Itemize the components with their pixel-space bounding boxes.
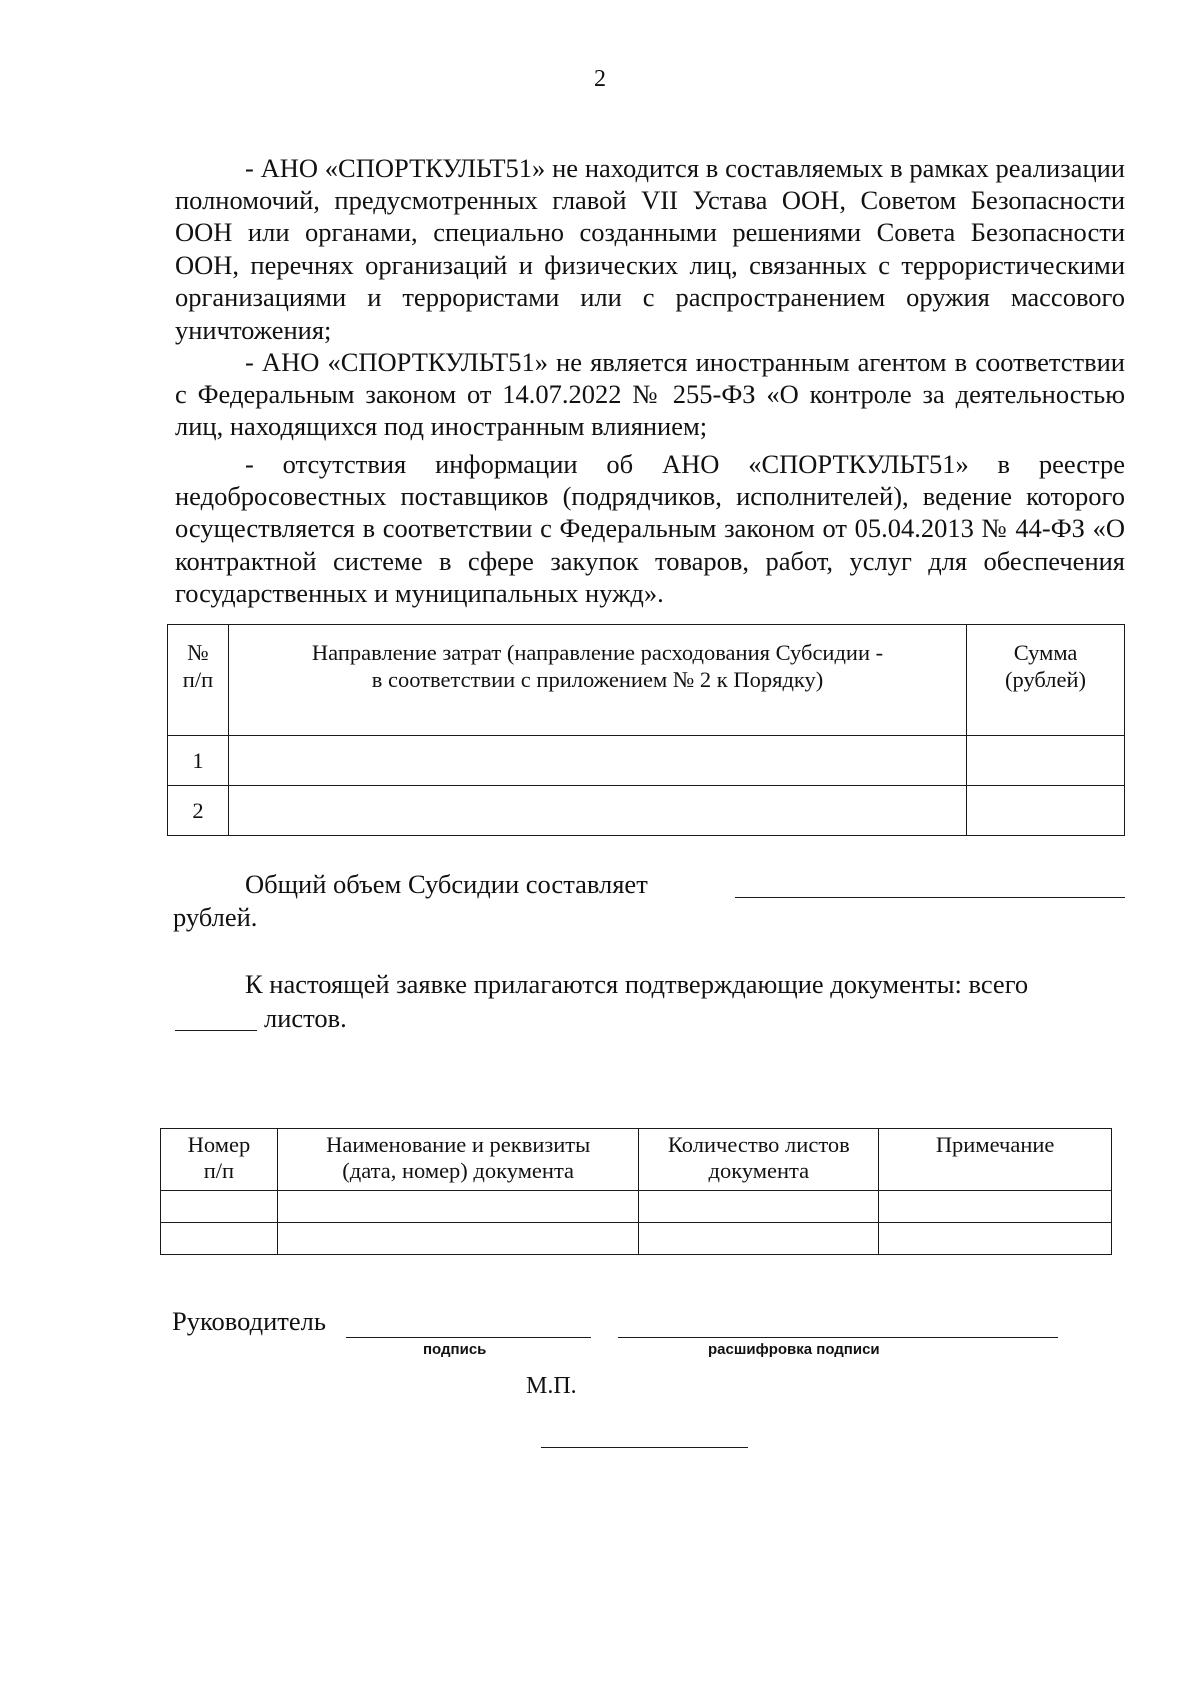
docs-row-name[interactable]: [277, 1223, 639, 1255]
total-subsidy-text: Общий объем Субсидии составляет: [245, 869, 648, 899]
cost-table-header: [168, 625, 1125, 736]
docs-row-sheets[interactable]: [639, 1191, 879, 1223]
docs-header-sheets: Количество листов документа: [639, 1129, 879, 1191]
table-row: [168, 736, 1125, 786]
docs-row-number[interactable]: [161, 1191, 278, 1223]
attachments-count-field[interactable]: [175, 1030, 257, 1031]
table-row: [161, 1191, 1112, 1223]
documents-table: [160, 1128, 1112, 1255]
total-subsidy-unit: рублей.: [173, 902, 258, 932]
paragraph-foreign-agent: - АНО «СПОРТКУЛЬТ51» не является иностранным агентом в соответствии с Федеральным законом от 14.07.2022 № 255-ФЗ «О контроле за деятельностью лиц, находящихся под иностранным влиянием;: [175, 346, 1125, 442]
cost-row-number: 1: [168, 736, 229, 786]
signature-field[interactable]: [346, 1337, 591, 1338]
paragraph-supplier-registry: - отсутствия информации об АНО «СПОРТКУЛЬТ51» в реестре недобросовестных поставщиков (подрядчиков, исполнителей), ведение которого осуществляется в соответствии с Федеральным законом от 05.04.2013 № 44-ФЗ «О контрактной системе в сфере закупок товаров, работ, услуг для обеспечения государственных и муниципальных нужд».: [175, 448, 1125, 609]
cost-row-number: 2: [168, 786, 229, 836]
docs-row-note[interactable]: [879, 1223, 1112, 1255]
docs-header-name: Наименование и реквизиты (дата, номер) документа: [277, 1129, 639, 1191]
cost-header-number: № п/п: [168, 625, 229, 736]
signatory-label: Руководитель: [172, 1306, 326, 1336]
stamp-placeholder: М.П.: [526, 1373, 577, 1399]
cost-row-sum[interactable]: [967, 736, 1125, 786]
docs-row-number[interactable]: [161, 1223, 278, 1255]
documents-table-header: [161, 1129, 1112, 1191]
cost-header-direction: Направление затрат (направление расходования Субсидии - в соответствии с приложением № 2 к Порядку): [228, 625, 966, 736]
docs-row-sheets[interactable]: [639, 1223, 879, 1255]
page-number: 2: [594, 66, 606, 92]
cost-table: [167, 624, 1125, 836]
docs-row-note[interactable]: [879, 1191, 1112, 1223]
cost-row-direction[interactable]: [228, 736, 966, 786]
total-subsidy-field[interactable]: [735, 897, 1125, 898]
table-row: [168, 786, 1125, 836]
signature-caption: подпись: [423, 1341, 487, 1358]
cost-row-sum[interactable]: [967, 786, 1125, 836]
signature-decoding-caption: расшифровка подписи: [708, 1341, 880, 1358]
signature-decoding-field[interactable]: [618, 1337, 1058, 1338]
attachments-unit: листов.: [264, 1003, 347, 1033]
closing-divider: [541, 1447, 748, 1448]
cost-header-sum: Сумма (рублей): [967, 625, 1125, 736]
cost-row-direction[interactable]: [228, 786, 966, 836]
paragraph-un-sanctions: - АНО «СПОРТКУЛЬТ51» не находится в составляемых в рамках реализации полномочий, предусмотренных главой VII Устава ООН, Советом Безопасности ООН или органами, специально созданными решениями Совета Безопасности ООН, перечнях организаций и физических лиц, связанных с террористическими организациями и террористами или с распространением оружия массового уничтожения;: [175, 152, 1125, 345]
attachments-text: К настоящей заявке прилагаются подтверждающие документы: всего: [245, 969, 1029, 999]
docs-header-note: Примечание: [879, 1129, 1112, 1191]
docs-row-name[interactable]: [277, 1191, 639, 1223]
docs-header-number: Номер п/п: [161, 1129, 278, 1191]
table-row: [161, 1223, 1112, 1255]
